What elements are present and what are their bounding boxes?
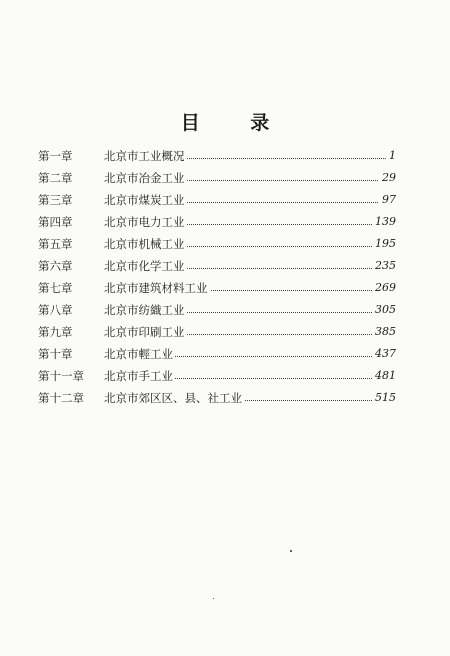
toc-entry xyxy=(0,234,450,254)
page-number: 437 xyxy=(372,344,396,364)
toc-entry xyxy=(0,256,450,276)
chapter-number: 第五章 xyxy=(38,237,73,251)
chapter-number: 第八章 xyxy=(38,303,73,317)
toc-entry xyxy=(0,278,450,298)
chapter-number: 第十二章 xyxy=(38,391,84,405)
toc-entry xyxy=(0,388,450,408)
page-number: 269 xyxy=(372,278,396,298)
toc-entry xyxy=(0,212,450,232)
toc-entry xyxy=(0,146,450,166)
chapter-number: 第二章 xyxy=(38,171,73,185)
chapter-number: 第四章 xyxy=(38,215,73,229)
chapter-title: 北京市手工业 xyxy=(104,366,175,386)
toc-entry xyxy=(0,344,450,364)
page-number: 515 xyxy=(372,388,396,408)
chapter-title: 北京市化学工业 xyxy=(104,256,187,276)
page-number: 97 xyxy=(379,190,396,210)
chapter-title: 北京市工业概况 xyxy=(104,146,187,166)
chapter-title: 北京市煤炭工业 xyxy=(104,190,187,210)
toc-entry xyxy=(0,168,450,188)
page-number: 235 xyxy=(372,256,396,276)
page-title: 目 录 xyxy=(180,112,292,134)
chapter-title: 北京市纺織工业 xyxy=(104,300,187,320)
page-number: 481 xyxy=(372,366,396,386)
page-number: 305 xyxy=(372,300,396,320)
toc-entry xyxy=(0,190,450,210)
print-speck xyxy=(290,550,292,552)
chapter-title: 北京市郊区区、县、社工业 xyxy=(104,388,244,408)
chapter-number: 第三章 xyxy=(38,193,73,207)
toc-entry xyxy=(0,366,450,386)
chapter-number: 第一章 xyxy=(38,149,73,163)
page-number: 29 xyxy=(379,168,396,188)
chapter-title: 北京市机械工业 xyxy=(104,234,187,254)
print-speck xyxy=(213,598,214,599)
chapter-number: 第十一章 xyxy=(38,369,84,383)
chapter-number: 第九章 xyxy=(38,325,73,339)
page-number: 195 xyxy=(372,234,396,254)
chapter-number: 第七章 xyxy=(38,281,73,295)
toc-entry xyxy=(0,300,450,320)
chapter-title: 北京市电力工业 xyxy=(104,212,187,232)
chapter-number: 第六章 xyxy=(38,259,73,273)
chapter-title: 北京市輕工业 xyxy=(104,344,175,364)
chapter-title: 北京市印刷工业 xyxy=(104,322,187,342)
chapter-title: 北京市建筑材料工业 xyxy=(104,278,210,298)
chapter-title: 北京市冶金工业 xyxy=(104,168,187,188)
chapter-number: 第十章 xyxy=(38,347,73,361)
toc-entry xyxy=(0,322,450,342)
page-number: 385 xyxy=(372,322,396,342)
page-number: 1 xyxy=(386,146,396,166)
page-number: 139 xyxy=(372,212,396,232)
